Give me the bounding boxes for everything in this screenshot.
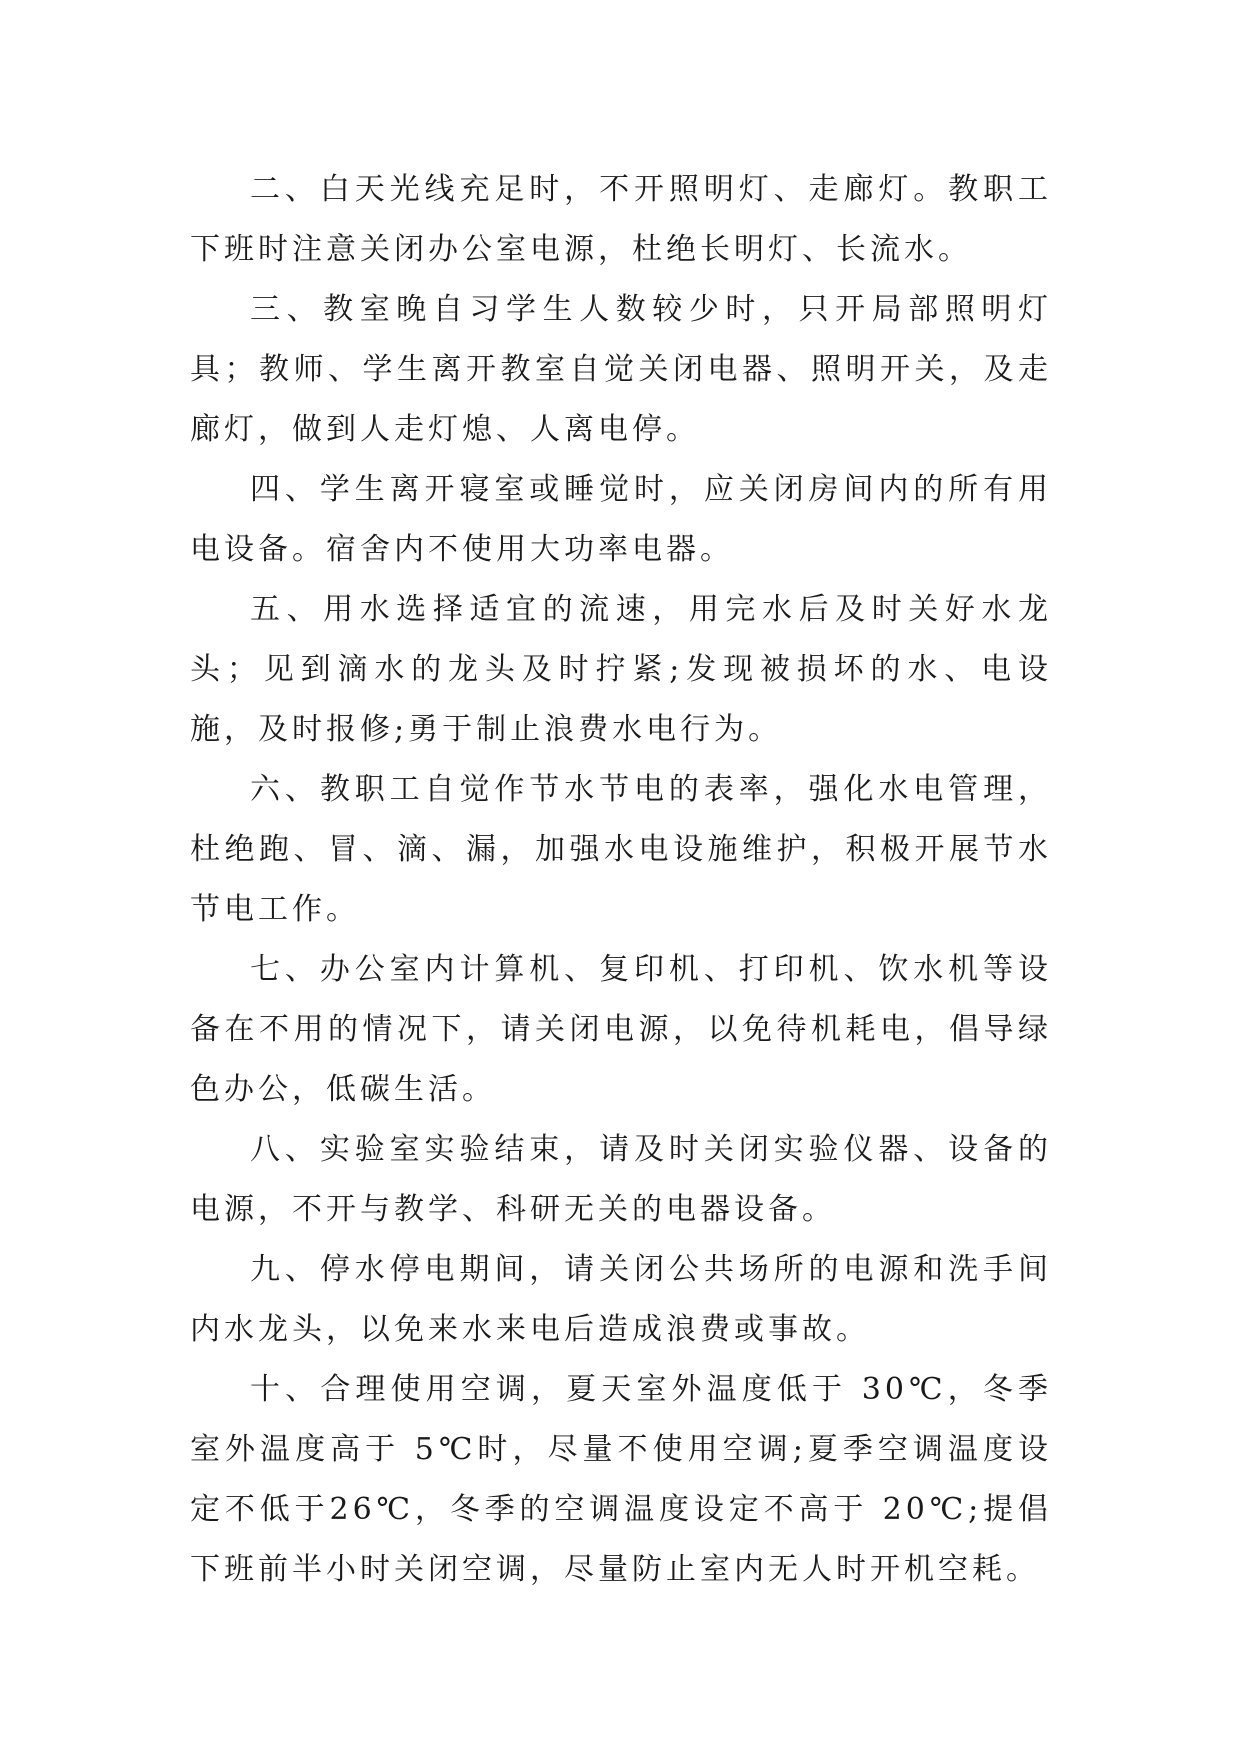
paragraph-9: 九、停水停电期间，请关闭公共场所的电源和洗手间内水龙头，以免来水来电后造成浪费或事故。 [190, 1252, 1052, 1347]
paragraph-2: 二、白天光线充足时，不开照明灯、走廊灯。教职工下班时注意关闭办公室电源，杜绝长明灯、长流水。 [190, 172, 1052, 267]
paragraph-8: 八、实验室实验结束，请及时关闭实验仪器、设备的电源，不开与教学、科研无关的电器设备。 [190, 1132, 1052, 1227]
paragraph-5: 五、用水选择适宜的流速，用完水后及时关好水龙头；见到滴水的龙头及时拧紧;发现被损坏的水、电设施，及时报修;勇于制止浪费水电行为。 [190, 592, 1052, 747]
paragraph-4: 四、学生离开寝室或睡觉时，应关闭房间内的所有用电设备。宿舍内不使用大功率电器。 [190, 472, 1052, 567]
paragraph-10: 十、合理使用空调，夏天室外温度低于 30℃，冬季室外温度高于 5℃时，尽量不使用空调;夏季空调温度设定不低于26℃，冬季的空调温度设定不高于 20℃;提倡下班前半小时关闭空调，尽量防止室内无人时开机空耗。 [190, 1372, 1052, 1587]
paragraph-3: 三、教室晚自习学生人数较少时，只开局部照明灯具；教师、学生离开教室自觉关闭电器、照明开关，及走廊灯，做到人走灯熄、人离电停。 [190, 292, 1052, 447]
paragraph-6: 六、教职工自觉作节水节电的表率，强化水电管理，杜绝跑、冒、滴、漏，加强水电设施维护，积极开展节水节电工作。 [190, 772, 1052, 927]
paragraph-7: 七、办公室内计算机、复印机、打印机、饮水机等设备在不用的情况下，请关闭电源，以免待机耗电，倡导绿色办公，低碳生活。 [190, 952, 1052, 1107]
document-body [190, 160, 1052, 1600]
